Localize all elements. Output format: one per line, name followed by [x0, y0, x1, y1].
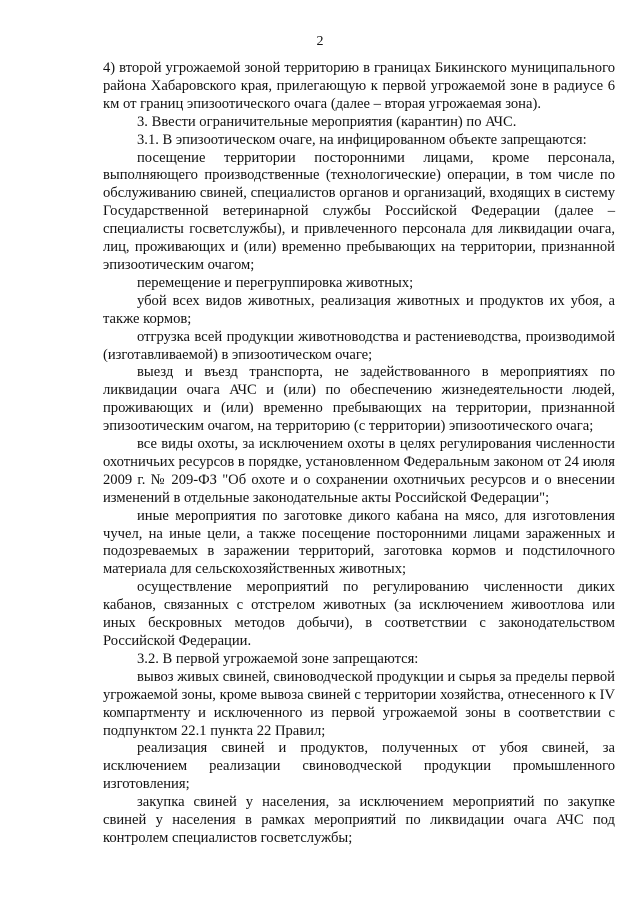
paragraph-visiting-ban: посещение территории посторонними лицами, кроме персонала, выполняющего производственные (технологические) операции, в том числе по обслуживанию свиней, специалистов органов и организаций, входящих в систему Государственной ветеринарной службы Российской Федерации (далее – специалисты госветслужбы), и привлеченного персонала для ликвидации очага, лиц, проживающих и (или) временно пребывающих на территории, признанной эпизоотическим очагом;	[103, 149, 615, 273]
paragraph-epizootic-focus-heading: 3.1. В эпизоотическом очаге, на инфицированном объекте запрещаются:	[137, 131, 587, 148]
paragraph-slaughter-ban: убой всех видов животных, реализация животных и продуктов их убоя, а также кормов;	[103, 292, 615, 327]
paragraph-quarantine-heading: 3. Ввести ограничительные мероприятия (карантин) по АЧС.	[137, 113, 517, 130]
paragraph-hunting-ban: все виды охоты, за исключением охоты в целях регулирования численности охотничьих ресурсов в порядке, установленном Федеральным законом от 24 июля 2009 г. № 209-ФЗ "Об охоте и о сохранении охотничьих ресурсов и о внесении изменений в отдельные законодательные акты Российской Федерации";	[103, 436, 615, 506]
document-body	[103, 60, 615, 848]
paragraph-wild-boar-ban: иные мероприятия по заготовке дикого кабана на мясо, для изготовления чучел, на иные цели, а также посещение посторонними лицами зараженных и подозреваемых в заражении территорий, заготовка кормов и подстилочного материала для сельскохозяйственных животных;	[103, 507, 615, 578]
paragraph-moving-animals-ban: перемещение и перегруппировка животных;	[137, 274, 414, 291]
paragraph-export-ban: вывоз живых свиней, свиноводческой продукции и сырья за пределы первой угрожаемой зоны, кроме вывоза свиней с территории хозяйства, отнесенного к IV компартменту и исключенного из первой угрожаемой зоны в соответствии с подпунктом 22.1 пункта 22 Правил;	[103, 668, 615, 739]
paragraph-transport-ban: выезд и въезд транспорта, не задействованного в мероприятиях по ликвидации очага АЧС и (или) по обеспечению жизнедеятельности людей, проживающих и (или) временно пребывающих на территории, признанной эпизоотическим очагом, на территорию (с территории) эпизоотического очага;	[103, 364, 615, 435]
paragraph-population-control: осуществление мероприятий по регулированию численности диких кабанов, связанных с отстрелом животных (за исключением живоотлова или иных бескровных методов добычи), в соответствии с законодательством Российской Федерации.	[103, 579, 615, 649]
page-number: 2	[316, 34, 324, 49]
paragraph-purchase-ban: закупка свиней у населения, за исключением мероприятий по закупке свиней у населения в рамках мероприятий по ликвидации очага АЧС под контролем специалистов госветслужбы;	[103, 794, 615, 846]
paragraph-second-zone-definition: 4) второй угрожаемой зоной территорию в границах Бикинского муниципального района Хабаровского края, прилегающую к первой угрожаемой зоне в радиусе 6 км от границ эпизоотического очага (далее – вторая угрожаемая зона).	[103, 60, 615, 112]
paragraph-sale-ban: реализация свиней и продуктов, полученных от убоя свиней, за исключением реализации свиноводческой продукции промышленного изготовления;	[103, 740, 615, 793]
paragraph-shipment-ban: отгрузка всей продукции животноводства и растениеводства, производимой (изготавливаемой) в эпизоотическом очаге;	[103, 328, 615, 363]
paragraph-first-zone-heading: 3.2. В первой угрожаемой зоне запрещаются:	[137, 650, 419, 667]
